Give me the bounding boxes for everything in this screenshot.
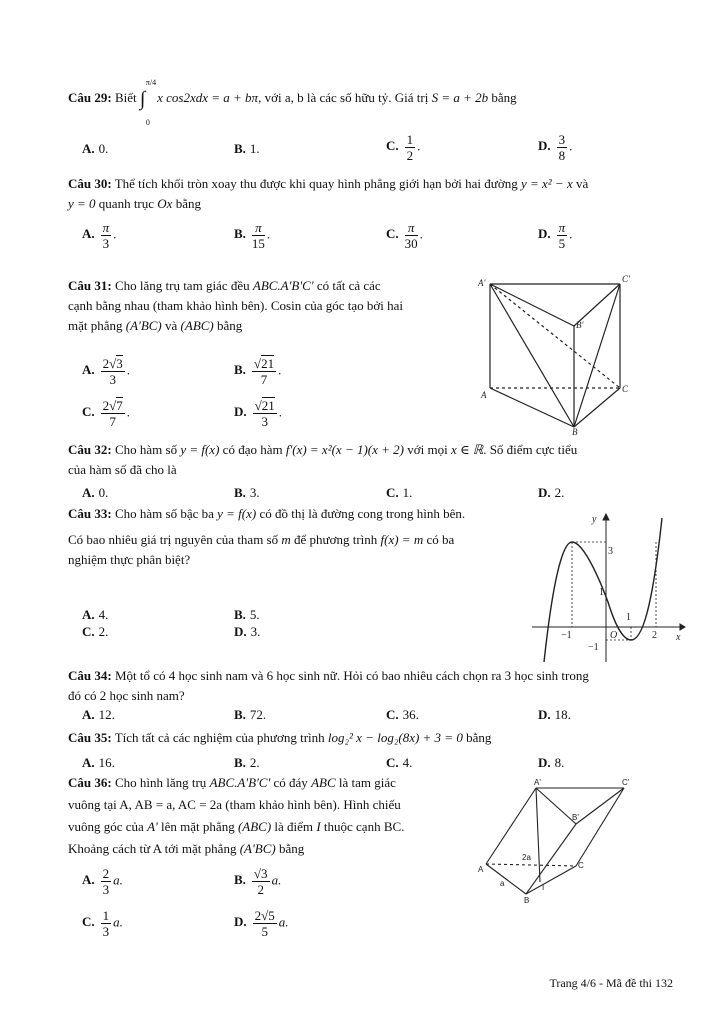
option-c: C. $\frac{1}{2}$ . — [386, 132, 421, 163]
tick-label: 1 — [626, 612, 631, 623]
formula: y = 0 — [68, 196, 96, 211]
vertex-label: B — [572, 427, 578, 437]
option-a: A. $\frac{2√3}{3}$ . — [82, 356, 131, 387]
option-a: A. 16. — [82, 755, 115, 770]
question-text: bằng — [491, 90, 517, 105]
integral-sign: ∫ π/4 0 — [140, 89, 154, 109]
option-a: A. $\frac{\pi}{3}$ . — [82, 220, 117, 251]
formula: S = a + 2b — [431, 90, 489, 105]
question-33: Câu 33: Cho hàm số bậc ba y = f(x) có đồ thị là đường cong trong hình bên. Có bao nhiêu giá trị nguyên của tham số m để phương trình f(x) = m có ba nghiệm thực phân biệt? — [68, 506, 466, 567]
vertex-label: C' — [622, 274, 630, 284]
question-text: , với a, b là các số hữu tỷ. Giá trị — [258, 90, 429, 105]
formula: x cos2xdx = a + bπ — [157, 90, 259, 105]
option-c: C. 2. — [82, 624, 109, 639]
vertex-label: I — [542, 883, 545, 892]
option-c: C. $\frac{2√7}{7}$ . — [82, 398, 131, 429]
option-b: B. 72. — [234, 707, 267, 722]
vertex-label: A — [478, 865, 484, 874]
option-a: A. 4. — [82, 607, 109, 622]
option-b: B. 5. — [234, 607, 260, 622]
option-d: D. 2. — [538, 485, 565, 500]
question-label: Câu 34: — [68, 668, 112, 683]
option-c: C. 1. — [386, 485, 413, 500]
question-30: Câu 30: Thể tích khối tròn xoay thu được khi quay hình phẳng giới hạn bởi hai đường y = x² − x và y = 0 quanh trục Ox bằng — [68, 176, 589, 211]
option-c: C. $\frac{1}{3}$ a. — [82, 908, 123, 939]
vertex-label: B' — [576, 320, 584, 330]
vertex-label: B — [524, 896, 530, 905]
prism-figure-31 — [478, 272, 638, 437]
option-b: B. 2. — [234, 755, 260, 770]
question-label: Câu 32: — [68, 442, 112, 457]
question-29 — [68, 78, 668, 128]
option-b: B. 1. — [234, 141, 260, 156]
vertex-label: C — [578, 861, 584, 870]
option-b: B. 3. — [234, 485, 260, 500]
prism-figure-36 — [476, 776, 646, 906]
vertex-label: A' — [534, 778, 541, 787]
question-35: Câu 35: Tích tất cả các nghiệm của phương trình log₂² x − log₂(8x) + 3 = 0 bằng — [68, 730, 492, 745]
tick-label: 3 — [608, 546, 613, 557]
integral-upper: π/4 — [145, 78, 157, 88]
vertex-label: C — [622, 384, 629, 394]
question-label: Câu 29: — [68, 90, 112, 105]
option-c: C. 4. — [386, 755, 413, 770]
edge-label: a — [500, 879, 505, 888]
option-c: C. $\frac{\pi}{30}$ . — [386, 220, 423, 251]
vertex-label: A — [481, 390, 487, 400]
edge-label: 2a — [522, 853, 531, 862]
formula: y = x² − x — [520, 176, 573, 191]
cubic-graph-33 — [528, 510, 688, 665]
option-b: B. $\frac{√3}{2}$ a. — [234, 866, 282, 897]
vertex-label: A' — [478, 278, 486, 288]
axis-label-y: y — [592, 514, 597, 525]
axis-label-x: x — [676, 632, 681, 643]
question-label: Câu 31: — [68, 278, 112, 293]
question-32: Câu 32: Cho hàm số y = f(x) có đạo hàm f'(x) = x²(x − 1)(x + 2) với mọi x ∈ ℝ. Số điểm cực tiểu của hàm số đã cho là — [68, 442, 578, 477]
option-d: D. $\frac{\pi}{5}$ . — [538, 220, 573, 251]
tick-label: 1 — [599, 587, 604, 598]
question-text: Biết — [114, 90, 137, 105]
question-label: Câu 30: — [68, 176, 112, 191]
option-a: A. 0. — [82, 141, 109, 156]
option-d: D. 3. — [234, 624, 261, 639]
option-b: B. $\frac{√21}{7}$ . — [234, 356, 282, 387]
page-footer: Trang 4/6 - Mã đề thi 132 — [549, 976, 673, 990]
option-a: A. 12. — [82, 707, 115, 722]
tick-label: −1 — [588, 642, 599, 653]
tick-label: 2 — [652, 630, 657, 641]
option-d: D. $\frac{√21}{3}$ . — [234, 398, 283, 429]
option-a: A. 0. — [82, 485, 109, 500]
option-b: B. $\frac{\pi}{15}$ . — [234, 220, 271, 251]
tick-label: −1 — [561, 630, 572, 641]
option-d: D. 8. — [538, 755, 565, 770]
tick-label: O — [610, 630, 618, 641]
option-d: D. $\frac{3}{8}$ . — [538, 132, 573, 163]
question-31: Câu 31: Cho lăng trụ tam giác đều ABC.A'B'C' có tất cả các cạnh bằng nhau (tham khảo hình bên). Cosin của góc tạo bởi hai mặt phẳng (A'BC) và (ABC) bằng — [68, 278, 404, 333]
option-d: D. 18. — [538, 707, 571, 722]
question-34: Câu 34: Một tổ có 4 học sinh nam và 6 học sinh nữ. Hỏi có bao nhiêu cách chọn ra 3 học sinh trong đó có 2 học sinh nam? — [68, 668, 589, 703]
vertex-label: C' — [622, 778, 630, 787]
question-label: Câu 33: — [68, 506, 112, 521]
option-a: A. $\frac{2}{3}$ a. — [82, 866, 123, 897]
question-36: Câu 36: Cho hình lăng trụ ABC.A'B'C' có đáy ABC là tam giác vuông tại A, AB = a, AC = 2a (tham khảo hình bên). Hình chiếu vuông góc của A' lên mặt phẳng (ABC) là điểm I thuộc cạnh BC. Khoảng cách từ A tới mặt phẳng (A'BC) bằng — [68, 775, 405, 856]
question-label: Câu 36: — [68, 775, 112, 790]
vertex-label: B' — [572, 813, 579, 822]
option-c: C. 36. — [386, 707, 419, 722]
integral-lower: 0 — [145, 118, 150, 128]
question-label: Câu 35: — [68, 730, 112, 745]
option-d: D. $\frac{2√5}{5}$ a. — [234, 908, 289, 939]
